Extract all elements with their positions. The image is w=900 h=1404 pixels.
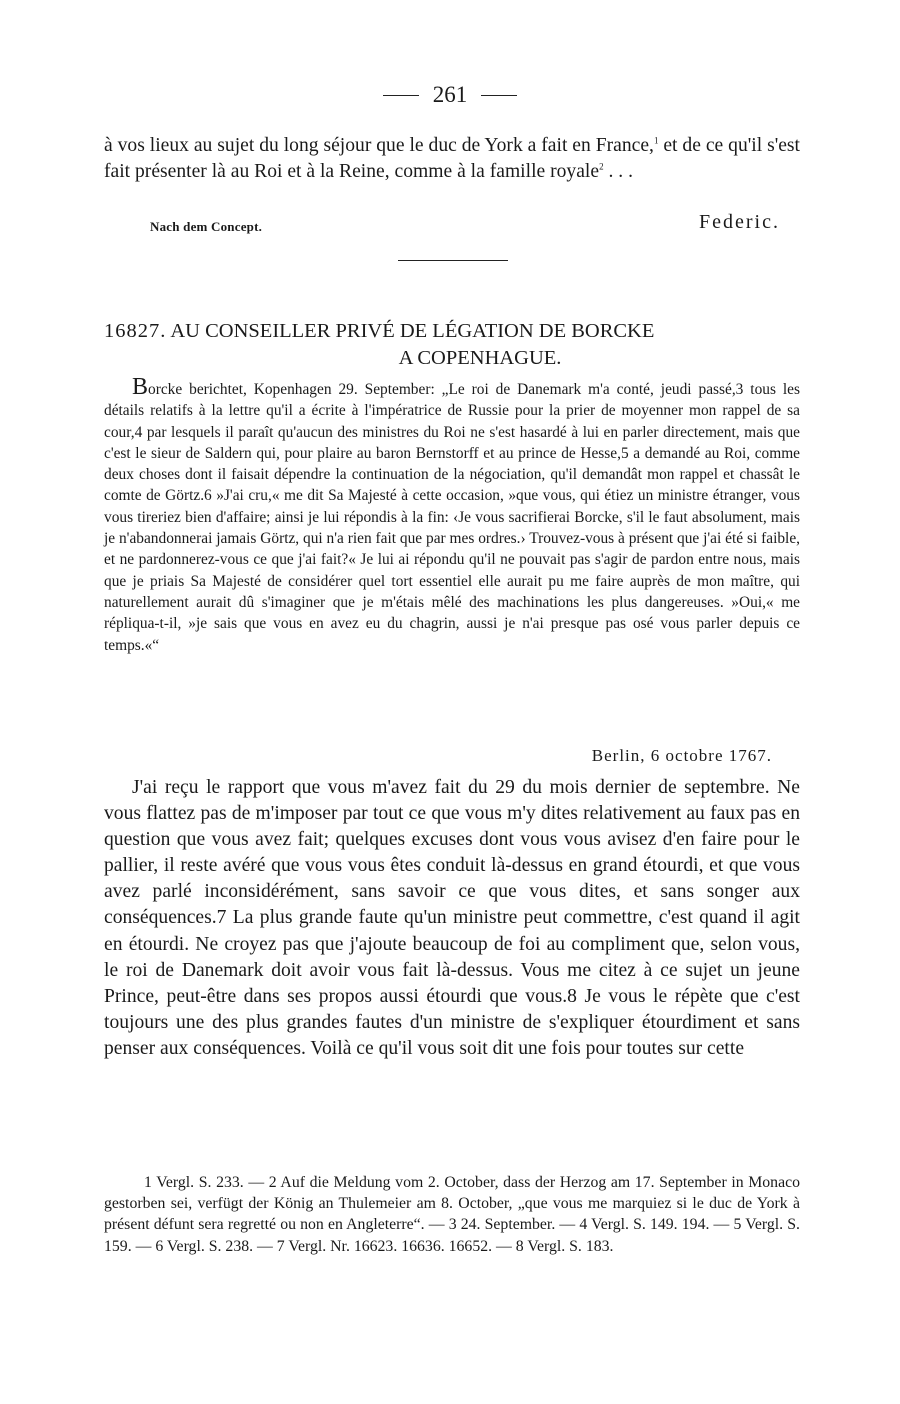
letter-ending-paragraph [104,133,800,185]
letter-body-paragraph [104,775,800,1062]
dropcap-letter: B [132,374,149,400]
footnotes-block [104,1172,800,1257]
section-title-line2: A COPENHAGUE. [398,347,562,369]
signature: Federic. [699,211,780,233]
report-summary-text: orcke berichtet, Kopenhagen 29. September: „Le roi de Danemark m'a conté, jeudi passé,3 tous les détails relatifs à la lettre qu'il a écrite à l'impératrice de Russie pour la prier de moyenner mon rappel de sa cour,4 par lesquels il paraît qu'aucun des ministres du Roi ne s'est hasardé à lui en parler directement, mais que c'est le sieur de Saldern qui, pour plaire au baron Bernstorff et au prince de Hesse,5 a demandé au Roi, comme deux choses dont il faisait dépendre la continuation de la négociation, qu'il demandât mon rappel et chassât le comte de Görtz.6 »J'ai cru,« me dit Sa Majesté à cette occasion, »que vous, qui étiez un ministre étranger, vous vous tireriez bien d'affaire; ainsi je lui répondis à la fin: ‹Je vous sacrifierai Borcke, s'il le faut absolument, mais je n'abandonnerai jamais Görtz, qui n'a rien fait que par mes ordres.› Trouvez-vous à présent que j'ai été si faible, et ne pardonnerez-vous ce que j'ai fait?« Je lui ai répondu qu'il ne pouvait pas s'agir de pardon entre nous, mais que je priais Sa Majesté de considérer quel tort essentiel elle aurait pu me faire auprès de mon maître, qui naturellement aurait dû s'imaginer que je m'étais mêlé des machinations les plus dangereuses. »Oui,« me répliqua-t-il, »je sais que vous en avez eu du chagrin, aussi je n'ai presque pas osé vous parler depuis ce temps.«“ [104,381,800,654]
page-number: 261 [432,82,468,107]
section-number: 16827. [104,320,167,342]
source-note: Nach dem Concept. [150,219,263,234]
page-header [0,82,900,108]
letter-ending-text-1: à vos lieux au sujet du long séjour que le duc de York a fait en France, [104,135,654,156]
section-title-line1: AU CONSEILLER PRIVÉ DE LÉGATION DE BORCKE [170,320,655,342]
report-summary-paragraph [104,374,800,656]
letter-ending-text-2: et de ce qu'il s'est fait présenter là au Roi et à la Reine, comme à la famille royale [104,135,800,183]
dateline: Berlin, 6 octobre 1767. [591,746,772,765]
footnote-ref-2: 2 [599,161,604,172]
header-rule-left [383,95,419,96]
section-separator [398,260,508,261]
footnote-ref-1: 1 [653,135,659,146]
header-rule-right [481,95,517,96]
letter-body-text: J'ai reçu le rapport que vous m'avez fait du 29 du mois dernier de septembre. Ne vous flattez pas de m'imposer par tout ce que vous m'y dites relativement au faux pas en question que vous avez fait; quelques excuses dont vous vous avisez d'en faire pour le pallier, il reste avéré que vous vous êtes conduit là-dessus en grand étourdi, et que vous avez parlé inconsidérément, sans savoir ce que vous dites, et sans songer aux conséquences.7 La plus grande faute qu'un ministre peut commettre, c'est quand il agit en étourdi. Ne croyez pas que j'ajoute beaucoup de foi au compliment que, selon vous, le roi de Danemark doit avoir vous fait là-dessus. Vous me citez à ce sujet un jeune Prince, peut-être dans ses propos aussi étourdi que vous.8 Je vous le répète que c'est toujours une des plus grandes fautes d'un ministre de s'expliquer étourdiment et sans penser aux conséquences. Voilà ce qu'il vous soit dit une fois pour toutes sur cette [104,777,800,1059]
source-note-wrap [150,218,450,236]
section-heading [104,318,800,372]
letter-ending-text-3: . . . [603,161,633,183]
footnotes-text: 1 Vergl. S. 233. — 2 Auf die Meldung vom 2. October, dass der Herzog am 17. September in Monaco gestorben sei, verfügt der König an Thulemeier am 8. October, „que vous me marquiez si le duc de York à présent défunt sera regretté ou non en Angleterre“. — 3 24. September. — 4 Vergl. S. 149. 194. — 5 Vergl. S. 159. — 6 Vergl. S. 238. — 7 Vergl. Nr. 16623. 16636. 16652. — 8 Vergl. S. 183. [104,1174,800,1255]
